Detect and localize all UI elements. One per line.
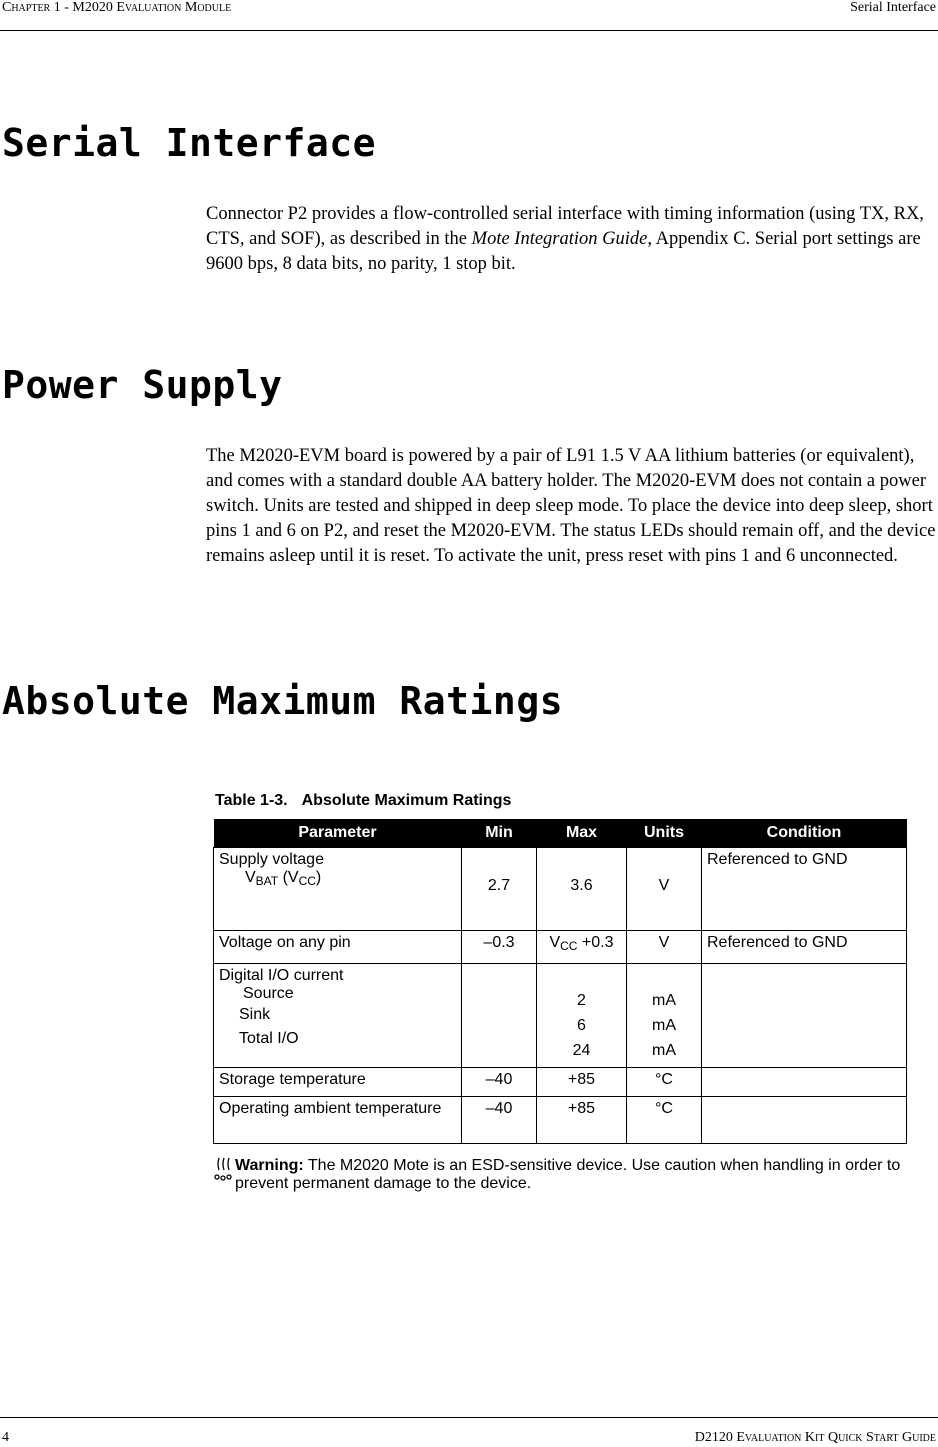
warning-text: Warning: The M2020 Mote is an ESD-sensitive device. Use caution when handling in order to prevent permanent damage to the device. xyxy=(235,1157,901,1192)
warning-label: Warning: xyxy=(235,1157,304,1174)
col-header-max: Max xyxy=(537,819,627,848)
table-number: Table 1-3. xyxy=(215,792,288,809)
cell-min: –40 xyxy=(462,1097,537,1144)
table-row-storage-temp xyxy=(214,1068,907,1097)
total-io-label: Total I/O xyxy=(239,1030,299,1047)
page-footer xyxy=(0,1417,938,1447)
cell-condition: Referenced to GND xyxy=(702,931,907,964)
col-header-min: Min xyxy=(462,819,537,848)
serial-interface-paragraph: Connector P2 provides a flow-controlled serial interface with timing information (using TX, RX, CTS, and SOF), as described in the Mote Integration Guide, Appendix C. Serial port settings are 9600 bps, 8 data bits, no parity, 1 stop bit. xyxy=(206,204,924,274)
guide-title: D2120 Evaluation Kit Quick Start Guide xyxy=(694,1430,936,1445)
table-row-io-current xyxy=(214,964,907,1068)
cell-max: 3.6 xyxy=(537,848,627,931)
warning-icon xyxy=(213,1157,235,1181)
running-section-title: Serial Interface xyxy=(850,0,936,15)
cell-condition xyxy=(702,1068,907,1097)
page-header xyxy=(0,0,938,31)
cell-parameter: Supply voltage $V_{BAT}$ $(V_{CC})$ xyxy=(214,848,462,931)
source-label: Source xyxy=(243,985,294,1002)
table-title: Absolute Maximum Ratings xyxy=(301,792,512,809)
power-supply-heading: Power Supply xyxy=(2,363,283,407)
cell-max: $V_{CC} +0.3$ xyxy=(537,931,627,964)
cell-parameter: Operating ambient temperature xyxy=(214,1097,462,1144)
table-row-supply-voltage xyxy=(214,848,907,931)
power-supply-paragraph: The M2020-EVM board is powered by a pair of L91 1.5 V AA lithium batteries (or equivalent), and comes with a standard double AA battery holder. The M2020-EVM does not contain a power switch. Units are tested and shipped in deep sleep mode. To place the device into deep sleep, short pins 1 and 6 on P2, and reset the M2020-EVM. The status LEDs should remain off, and the device remains asleep until it is reset. To activate the unit, press reset with pins 1 and 6 unconnected. xyxy=(206,446,936,566)
cell-max: +85 xyxy=(537,1097,627,1144)
cell-max: +85 xyxy=(537,1068,627,1097)
absolute-max-heading: Absolute Maximum Ratings xyxy=(2,679,564,723)
cell-condition: Referenced to GND xyxy=(702,848,907,931)
guide-reference: Mote Integration Guide, xyxy=(471,229,652,249)
cell-min: –40 xyxy=(462,1068,537,1097)
cell-units: mA mA mA xyxy=(627,964,702,1068)
table-header-row xyxy=(214,819,907,848)
cell-min: 2.7 xyxy=(462,848,537,931)
cell-condition xyxy=(702,964,907,1068)
cell-max: 2 6 24 xyxy=(537,964,627,1068)
ratings-table xyxy=(213,819,907,1144)
cell-units: V xyxy=(627,931,702,964)
chapter-title: Chapter 1 - M2020 Evaluation Module xyxy=(2,0,232,15)
table-row-operating-temp xyxy=(214,1097,907,1144)
page-number: 4 xyxy=(2,1430,9,1445)
esd-warning xyxy=(213,1157,935,1193)
cell-condition xyxy=(702,1097,907,1144)
cell-min xyxy=(462,964,537,1068)
vbat-label: $V_{BAT}$ $(V_{CC})$ xyxy=(245,869,322,888)
cell-parameter: Voltage on any pin xyxy=(214,931,462,964)
table-caption xyxy=(215,792,511,810)
col-header-units: Units xyxy=(627,819,702,848)
col-header-parameter: Parameter xyxy=(214,819,462,848)
serial-interface-heading: Serial Interface xyxy=(2,121,377,165)
cell-units: °C xyxy=(627,1068,702,1097)
col-header-condition: Condition xyxy=(702,819,907,848)
cell-parameter: Digital I/O current Source Sink Total I/O xyxy=(214,964,462,1068)
sink-label: Sink xyxy=(239,1006,271,1023)
cell-min: –0.3 xyxy=(462,931,537,964)
cell-units: °C xyxy=(627,1097,702,1144)
table-row-any-pin xyxy=(214,931,907,964)
cell-units: V xyxy=(627,848,702,931)
cell-parameter: Storage temperature xyxy=(214,1068,462,1097)
